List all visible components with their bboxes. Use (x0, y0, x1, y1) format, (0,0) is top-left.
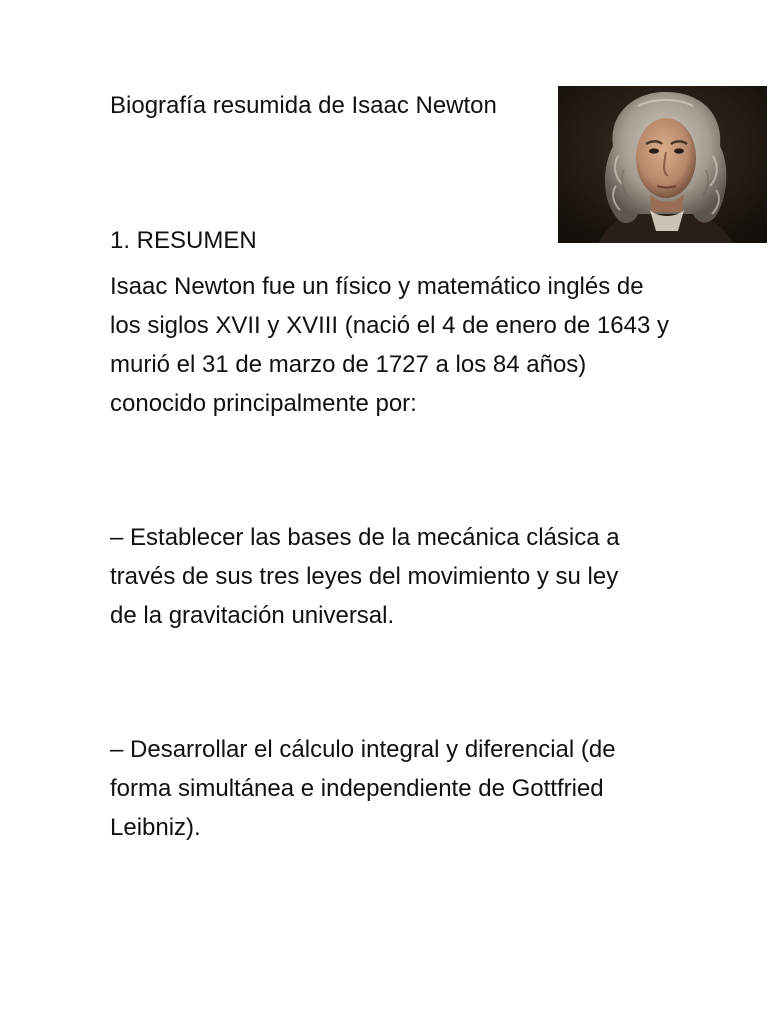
list-item: – Desarrollar el cálculo integral y diferencial (de forma simultánea e independiente de Gottfried Leibniz). (110, 736, 616, 841)
intro-paragraph: Isaac Newton fue un físico y matemático inglés de los siglos XVII y XVIII (nació el 4 de enero de 1643 y murió el 31 de marzo de 1727 a los 84 años) conocido principalmente por: (110, 273, 669, 417)
newton-portrait (558, 86, 767, 243)
list-item: – Establecer las bases de la mecánica clásica a través de sus tres leyes del movimiento y su ley de la gravitación universal. (110, 524, 620, 629)
section-heading: 1. RESUMEN (110, 227, 257, 254)
portrait-photo-icon (558, 86, 767, 243)
document-title: Biografía resumida de Isaac Newton (110, 92, 497, 119)
